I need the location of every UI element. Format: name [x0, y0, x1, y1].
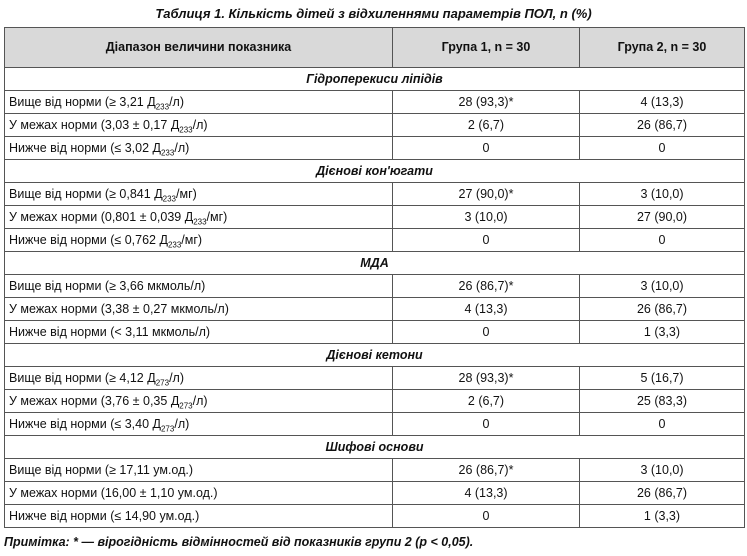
section-row	[5, 436, 745, 459]
header-row	[5, 28, 745, 68]
table-row	[5, 91, 745, 114]
row-label	[5, 275, 393, 298]
unit-subscript: 233	[179, 125, 193, 135]
cell-group-2: 3 (10,0)	[580, 183, 745, 206]
unit-symbol: Д	[152, 141, 161, 155]
cell-group-2: 1 (3,3)	[580, 505, 745, 528]
table-row	[5, 321, 745, 344]
row-label-text: У межах норми (3,76 ± 0,35	[9, 394, 171, 408]
cell-group-1: 0	[393, 321, 580, 344]
header-group-2: Група 2, n = 30	[580, 28, 745, 68]
row-label	[5, 137, 393, 160]
unit-symbol: Д	[152, 417, 161, 431]
row-label-text: Нижче від норми (≤ 3,02	[9, 141, 153, 155]
row-label	[5, 390, 393, 413]
cell-group-1: 2 (6,7)	[393, 114, 580, 137]
row-label	[5, 114, 393, 137]
cell-group-2: 26 (86,7)	[580, 114, 745, 137]
cell-group-1: 28 (93,3)*	[393, 91, 580, 114]
table-row	[5, 206, 745, 229]
cell-group-1: 0	[393, 137, 580, 160]
row-label-suffix: /л)	[192, 394, 208, 408]
cell-group-2: 26 (86,7)	[580, 298, 745, 321]
cell-group-2: 5 (16,7)	[580, 367, 745, 390]
table-row	[5, 367, 745, 390]
header-group-1: Група 1, n = 30	[393, 28, 580, 68]
row-label	[5, 206, 393, 229]
cell-group-1: 26 (86,7)*	[393, 275, 580, 298]
unit-subscript: 273	[155, 378, 170, 388]
cell-group-2: 1 (3,3)	[580, 321, 745, 344]
cell-group-2: 3 (10,0)	[580, 459, 745, 482]
row-label-text: Нижче від норми (≤ 14,90 ум.од.)	[9, 509, 200, 523]
row-label-suffix: /л)	[174, 141, 190, 155]
table-row	[5, 183, 745, 206]
unit-subscript: 233	[155, 102, 170, 112]
table-body	[5, 68, 745, 528]
unit-symbol: Д	[147, 95, 156, 109]
table-caption: Таблиця 1. Кількість дітей з відхиленнями параметрів ПОЛ, n (%)	[155, 6, 592, 21]
row-label-text: Вище від норми (≥ 3,66 мкмоль/л)	[9, 279, 206, 293]
row-label	[5, 321, 393, 344]
table-row	[5, 413, 745, 436]
row-label-text: Вище від норми (≥ 3,21	[9, 95, 148, 109]
row-label-suffix: /л)	[169, 371, 184, 385]
cell-group-1: 0	[393, 505, 580, 528]
data-table	[4, 27, 745, 528]
cell-group-2: 25 (83,3)	[580, 390, 745, 413]
header-range: Діапазон величини показника	[5, 28, 393, 68]
row-label-suffix: /мг)	[181, 233, 203, 247]
section-title: МДА	[5, 252, 745, 275]
cell-group-1: 0	[393, 229, 580, 252]
cell-group-1: 0	[393, 413, 580, 436]
row-label	[5, 413, 393, 436]
cell-group-1: 4 (13,3)	[393, 298, 580, 321]
row-label	[5, 367, 393, 390]
table-note: Примітка: * — вірогідність відмінностей від показників групи 2 (р < 0,05).	[4, 535, 474, 549]
cell-group-2: 27 (90,0)	[580, 206, 745, 229]
unit-subscript: 273	[160, 424, 175, 434]
section-title: Дієнові кон'югати	[5, 160, 745, 183]
cell-group-1: 27 (90,0)*	[393, 183, 580, 206]
row-label-text: У межах норми (16,00 ± 1,10 ум.од.)	[9, 486, 218, 500]
cell-group-2: 3 (10,0)	[580, 275, 745, 298]
unit-subscript: 273	[179, 401, 193, 411]
table-row	[5, 275, 745, 298]
unit-subscript: 233	[167, 240, 182, 250]
unit-subscript: 233	[160, 148, 175, 158]
cell-group-1: 26 (86,7)*	[393, 459, 580, 482]
row-label	[5, 229, 393, 252]
table-row	[5, 229, 745, 252]
section-title: Гідроперекиси ліпідів	[5, 68, 745, 91]
section-row	[5, 252, 745, 275]
section-row	[5, 344, 745, 367]
row-label	[5, 298, 393, 321]
section-row	[5, 160, 745, 183]
row-label	[5, 91, 393, 114]
row-label-text: Нижче від норми (< 3,11 мкмоль/л)	[9, 325, 211, 339]
unit-symbol: Д	[184, 210, 194, 224]
section-title: Дієнові кетони	[5, 344, 745, 367]
cell-group-2: 4 (13,3)	[580, 91, 745, 114]
cell-group-2: 26 (86,7)	[580, 482, 745, 505]
unit-subscript: 233	[193, 217, 207, 227]
row-label	[5, 505, 393, 528]
row-label	[5, 482, 393, 505]
table-row	[5, 298, 745, 321]
section-row	[5, 68, 745, 91]
row-label-text: Вище від норми (≥ 0,841	[9, 187, 155, 201]
row-label-suffix: /л)	[174, 417, 190, 431]
table-row	[5, 482, 745, 505]
row-label	[5, 459, 393, 482]
row-label-suffix: /л)	[169, 95, 184, 109]
row-label-text: У межах норми (3,38 ± 0,27 мкмоль/л)	[9, 302, 229, 316]
row-label-suffix: /л)	[192, 118, 208, 132]
row-label-suffix: /мг)	[206, 210, 228, 224]
cell-group-1: 28 (93,3)*	[393, 367, 580, 390]
row-label-text: У межах норми (0,801 ± 0,039	[9, 210, 185, 224]
unit-symbol: Д	[147, 371, 156, 385]
row-label-text: Нижче від норми (≤ 0,762	[9, 233, 160, 247]
cell-group-2: 0	[580, 137, 745, 160]
table-row	[5, 459, 745, 482]
table-row	[5, 505, 745, 528]
row-label-text: У межах норми (3,03 ± 0,17	[9, 118, 171, 132]
table-row	[5, 114, 745, 137]
cell-group-2: 0	[580, 413, 745, 436]
row-label-suffix: /мг)	[176, 187, 197, 201]
unit-symbol: Д	[154, 187, 163, 201]
unit-symbol: Д	[159, 233, 168, 247]
cell-group-1: 3 (10,0)	[393, 206, 580, 229]
row-label-text: Вище від норми (≥ 4,12	[9, 371, 148, 385]
section-title: Шифові основи	[5, 436, 745, 459]
unit-subscript: 233	[162, 194, 177, 204]
unit-symbol: Д	[170, 118, 180, 132]
unit-symbol: Д	[170, 394, 180, 408]
row-label-text: Вище від норми (≥ 17,11 ум.од.)	[9, 463, 194, 477]
row-label	[5, 183, 393, 206]
cell-group-1: 2 (6,7)	[393, 390, 580, 413]
cell-group-1: 4 (13,3)	[393, 482, 580, 505]
cell-group-2: 0	[580, 229, 745, 252]
row-label-text: Нижче від норми (≤ 3,40	[9, 417, 153, 431]
table-row	[5, 137, 745, 160]
table-row	[5, 390, 745, 413]
